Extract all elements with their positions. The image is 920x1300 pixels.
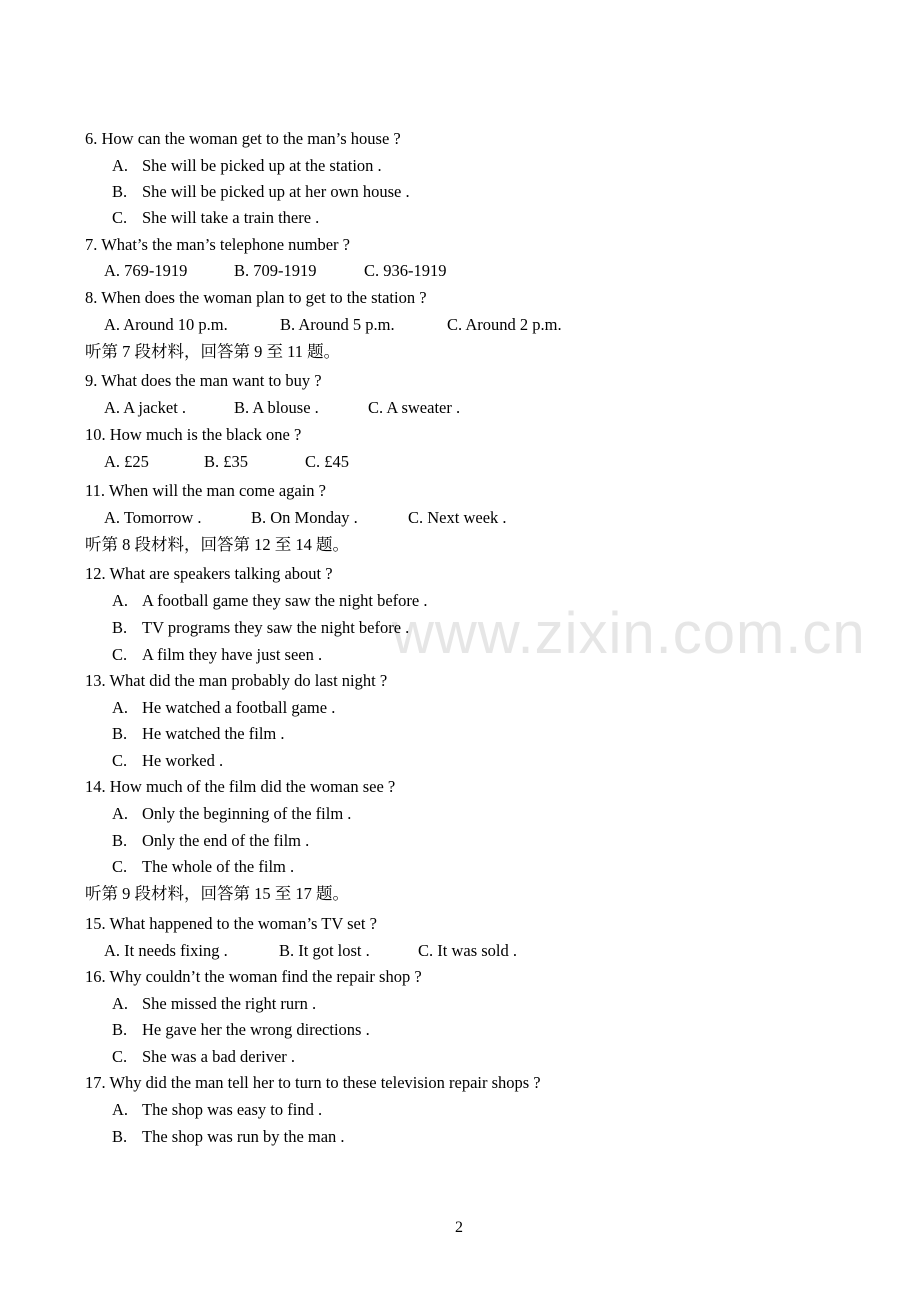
question-17: 17. Why did the man tell her to turn to these television repair shops ? — [85, 1073, 541, 1092]
option-text: A football game they saw the night before . — [142, 591, 428, 610]
option-letter: B. — [112, 831, 128, 850]
option-text: The shop was easy to find . — [142, 1100, 323, 1119]
option-8a: A. Around 10 p.m. — [104, 315, 228, 334]
question-8: 8. When does the woman plan to get to the station ? — [85, 288, 427, 307]
option-7b: B. 709-1919 — [234, 261, 317, 280]
option-text: Only the beginning of the film . — [142, 804, 352, 823]
option-9b: B. A blouse . — [234, 398, 319, 417]
option-text: He gave her the wrong directions . — [142, 1020, 370, 1039]
option-12c — [112, 645, 322, 665]
option-text: The shop was run by the man . — [142, 1127, 345, 1146]
option-letter: A. — [112, 591, 129, 610]
option-6c — [112, 208, 319, 228]
option-letter: C. — [112, 208, 128, 227]
question-12: 12. What are speakers talking about ? — [85, 564, 333, 583]
option-letter: A. — [112, 804, 129, 823]
option-letter: B. — [112, 1127, 128, 1146]
option-7c: C. 936-1919 — [364, 261, 447, 280]
option-17b — [112, 1127, 345, 1147]
option-15c: C. It was sold . — [418, 941, 517, 960]
option-10c: C. £45 — [305, 452, 350, 471]
option-6a — [112, 156, 382, 176]
option-text: She was a bad deriver . — [142, 1047, 296, 1066]
question-15: 15. What happened to the woman’s TV set ? — [85, 914, 377, 933]
option-text: He watched a football game . — [142, 698, 336, 717]
option-14b — [112, 831, 309, 851]
option-11c: C. Next week . — [408, 508, 507, 527]
option-11a: A. Tomorrow . — [104, 508, 202, 527]
watermark: www.zixin.com.cn — [392, 601, 866, 666]
option-8b: B. Around 5 p.m. — [280, 315, 395, 334]
option-15b: B. It got lost . — [279, 941, 370, 960]
question-14: 14. How much of the film did the woman see ? — [85, 777, 396, 796]
option-13c — [112, 751, 223, 771]
section-heading-9: 听第 9 段材料，回答第 15 至 17 题。 — [85, 884, 349, 903]
section-heading-7: 听第 7 段材料，回答第 9 至 11 题。 — [85, 342, 341, 361]
page-number: 2 — [455, 1219, 463, 1236]
option-16a — [112, 994, 316, 1014]
question-7: 7. What’s the man’s telephone number ? — [85, 235, 350, 254]
option-letter: B. — [112, 1020, 128, 1039]
option-letter: B. — [112, 724, 128, 743]
option-16b — [112, 1020, 370, 1040]
question-9: 9. What does the man want to buy ? — [85, 371, 322, 390]
option-9c: C. A sweater . — [368, 398, 461, 417]
option-text: She will be picked up at the station . — [142, 156, 382, 175]
option-11b: B. On Monday . — [251, 508, 358, 527]
option-text: He watched the film . — [142, 724, 285, 743]
option-letter: C. — [112, 645, 128, 664]
option-text: A film they have just seen . — [142, 645, 323, 664]
option-17a — [112, 1100, 322, 1120]
option-letter: A. — [112, 698, 129, 717]
option-text: TV programs they saw the night before . — [142, 618, 410, 637]
option-text: The whole of the film . — [142, 857, 295, 876]
option-letter: A. — [112, 1100, 129, 1119]
question-11: 11. When will the man come again ? — [85, 481, 327, 500]
option-9a: A. A jacket . — [104, 398, 187, 417]
option-13a — [112, 698, 335, 718]
option-12a — [112, 591, 427, 611]
option-13b — [112, 724, 285, 744]
option-text: She missed the right rurn . — [142, 994, 317, 1013]
option-14a — [112, 804, 351, 824]
option-10a: A. £25 — [104, 452, 149, 471]
option-14c — [112, 857, 294, 877]
question-10: 10. How much is the black one ? — [85, 425, 302, 444]
option-12b — [112, 618, 409, 638]
option-15a: A. It needs fixing . — [104, 941, 228, 960]
option-text: He worked . — [142, 751, 224, 770]
option-16c — [112, 1047, 295, 1067]
option-letter: A. — [112, 994, 129, 1013]
option-7a: A. 769-1919 — [104, 261, 188, 280]
option-6b — [112, 182, 410, 202]
section-heading-8: 听第 8 段材料，回答第 12 至 14 题。 — [85, 535, 349, 554]
option-10b: B. £35 — [204, 452, 249, 471]
option-text: Only the end of the film . — [142, 831, 310, 850]
option-letter: C. — [112, 751, 128, 770]
option-letter: B. — [112, 182, 128, 201]
question-13: 13. What did the man probably do last night ? — [85, 671, 388, 690]
option-letter: B. — [112, 618, 128, 637]
option-text: She will be picked up at her own house . — [142, 182, 410, 201]
option-letter: C. — [112, 1047, 128, 1066]
option-8c: C. Around 2 p.m. — [447, 315, 562, 334]
option-text: She will take a train there . — [142, 208, 320, 227]
question-6: 6. How can the woman get to the man’s house ? — [85, 129, 401, 148]
option-letter: C. — [112, 857, 128, 876]
option-letter: A. — [112, 156, 129, 175]
question-16: 16. Why couldn’t the woman find the repair shop ? — [85, 967, 422, 986]
